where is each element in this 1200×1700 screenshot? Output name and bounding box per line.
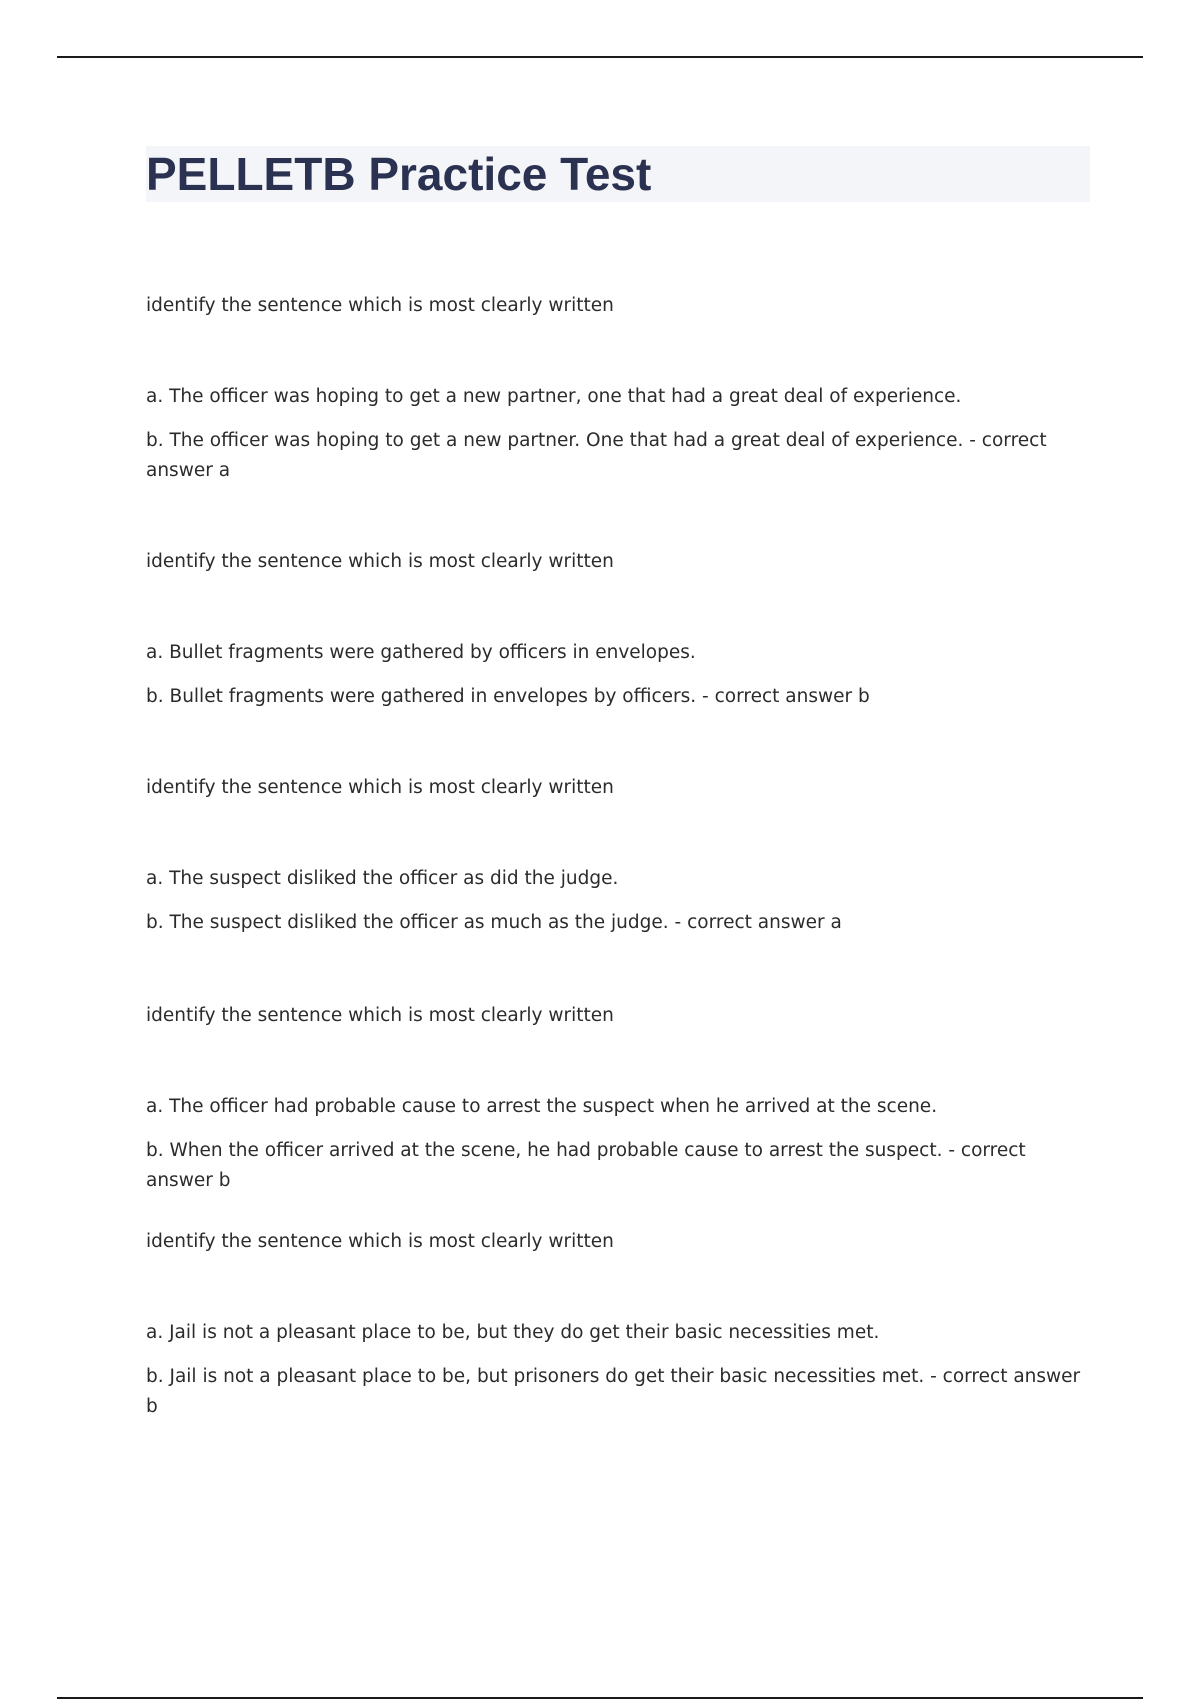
- question-prompt: identify the sentence which is most clearly written: [146, 551, 614, 572]
- document-title: PELLETB Practice Test: [146, 148, 652, 200]
- option-b: b. The suspect disliked the officer as much as the judge. - correct answer a: [146, 912, 842, 933]
- option-a: a. Jail is not a pleasant place to be, but they do get their basic necessities met.: [146, 1322, 880, 1343]
- bottom-divider: [57, 1697, 1143, 1699]
- question-prompt: identify the sentence which is most clearly written: [146, 295, 614, 316]
- option-b: b. The officer was hoping to get a new partner. One that had a great deal of experience. - correct answer a: [146, 430, 1047, 481]
- question-prompt: identify the sentence which is most clearly written: [146, 777, 614, 798]
- option-b: b. When the officer arrived at the scene, he had probable cause to arrest the suspect. - correct answer b: [146, 1140, 1026, 1191]
- question-prompt: identify the sentence which is most clearly written: [146, 1231, 614, 1252]
- option-b: b. Jail is not a pleasant place to be, but prisoners do get their basic necessities met. - correct answer b: [146, 1366, 1081, 1417]
- option-a: a. The officer had probable cause to arrest the suspect when he arrived at the scene.: [146, 1096, 938, 1117]
- question-prompt: identify the sentence which is most clearly written: [146, 1005, 614, 1026]
- option-a: a. Bullet fragments were gathered by officers in envelopes.: [146, 642, 696, 663]
- top-divider: [57, 56, 1143, 58]
- option-a: a. The suspect disliked the officer as did the judge.: [146, 868, 619, 889]
- option-b: b. Bullet fragments were gathered in envelopes by officers. - correct answer b: [146, 686, 870, 707]
- option-a: a. The officer was hoping to get a new partner, one that had a great deal of experience.: [146, 386, 962, 407]
